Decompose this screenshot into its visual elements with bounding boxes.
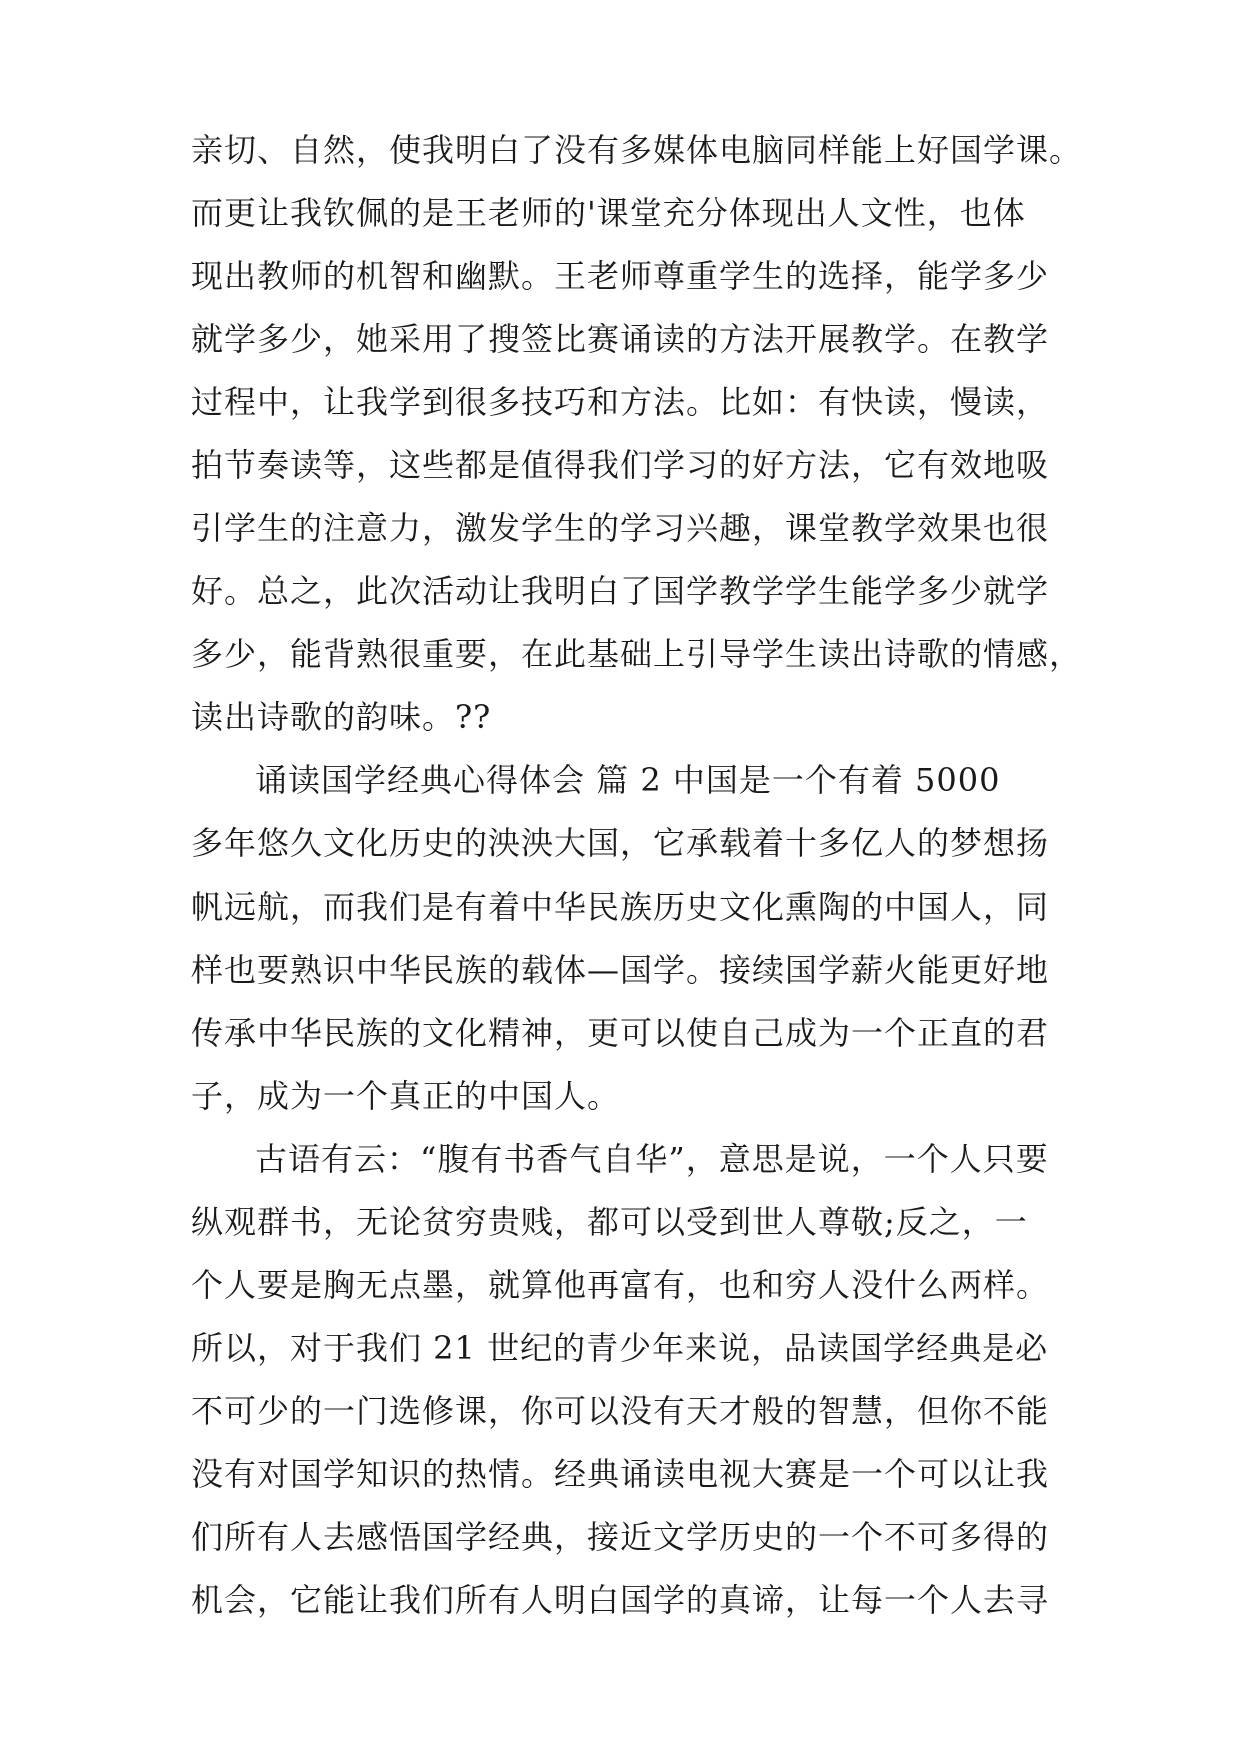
text-line: 们所有人去感悟国学经典，接近文学历史的一个不可多得的: [191, 1518, 1050, 1556]
text-line: 过程中，让我学到很多技巧和方法。比如：有快读，慢读，: [191, 383, 1050, 421]
text-line: 就学多少，她采用了搜签比赛诵读的方法开展教学。在教学: [191, 320, 1050, 358]
text-line: 没有对国学知识的热情。经典诵读电视大赛是一个可以让我: [191, 1455, 1050, 1493]
text-line: 现出教师的机智和幽默。王老师尊重学生的选择，能学多少: [191, 257, 1050, 295]
text-line: 多少，能背熟很重要，在此基础上引导学生读出诗歌的情感，: [191, 635, 1083, 673]
text-line: 所以，对于我们 21 世纪的青少年来说，品读国学经典是必: [191, 1329, 1049, 1367]
section-heading-line: 诵读国学经典心得体会 篇 2 中国是一个有着 5000: [255, 761, 1001, 799]
text-line: 不可少的一门选修课，你可以没有天才般的智慧，但你不能: [191, 1392, 1050, 1430]
text-line: 机会，它能让我们所有人明白国学的真谛，让每一个人去寻: [191, 1581, 1050, 1619]
text-line: 个人要是胸无点墨，就算他再富有，也和穷人没什么两样。: [191, 1266, 1050, 1304]
paragraph-start-line: 古语有云：“腹有书香气自华”，意思是说，一个人只要: [255, 1140, 1049, 1178]
text-line: 传承中华民族的文化精神，更可以使自己成为一个正直的君: [191, 1014, 1050, 1052]
text-line: 引学生的注意力，激发学生的学习兴趣，课堂教学效果也很: [191, 509, 1050, 547]
text-line: 子，成为一个真正的中国人。: [191, 1077, 621, 1115]
text-line: 亲切、自然，使我明白了没有多媒体电脑同样能上好国学课。: [191, 131, 1083, 169]
text-line: 好。总之，此次活动让我明白了国学教学学生能学多少就学: [191, 572, 1050, 610]
text-line: 而更让我钦佩的是王老师的'课堂充分体现出人文性，也体: [191, 194, 1026, 232]
text-line: 拍节奏读等，这些都是值得我们学习的好方法，它有效地吸: [191, 446, 1050, 484]
text-line: 帆远航，而我们是有着中华民族历史文化熏陶的中国人，同: [191, 888, 1050, 926]
text-line: 读出诗歌的韵味。??: [191, 698, 492, 736]
text-line: 多年悠久文化历史的泱泱大国，它承载着十多亿人的梦想扬: [191, 824, 1050, 862]
text-line: 样也要熟识中华民族的载体—国学。接续国学薪火能更好地: [191, 951, 1050, 989]
text-line: 纵观群书，无论贫穷贵贱，都可以受到世人尊敬;反之，一: [191, 1203, 1028, 1241]
